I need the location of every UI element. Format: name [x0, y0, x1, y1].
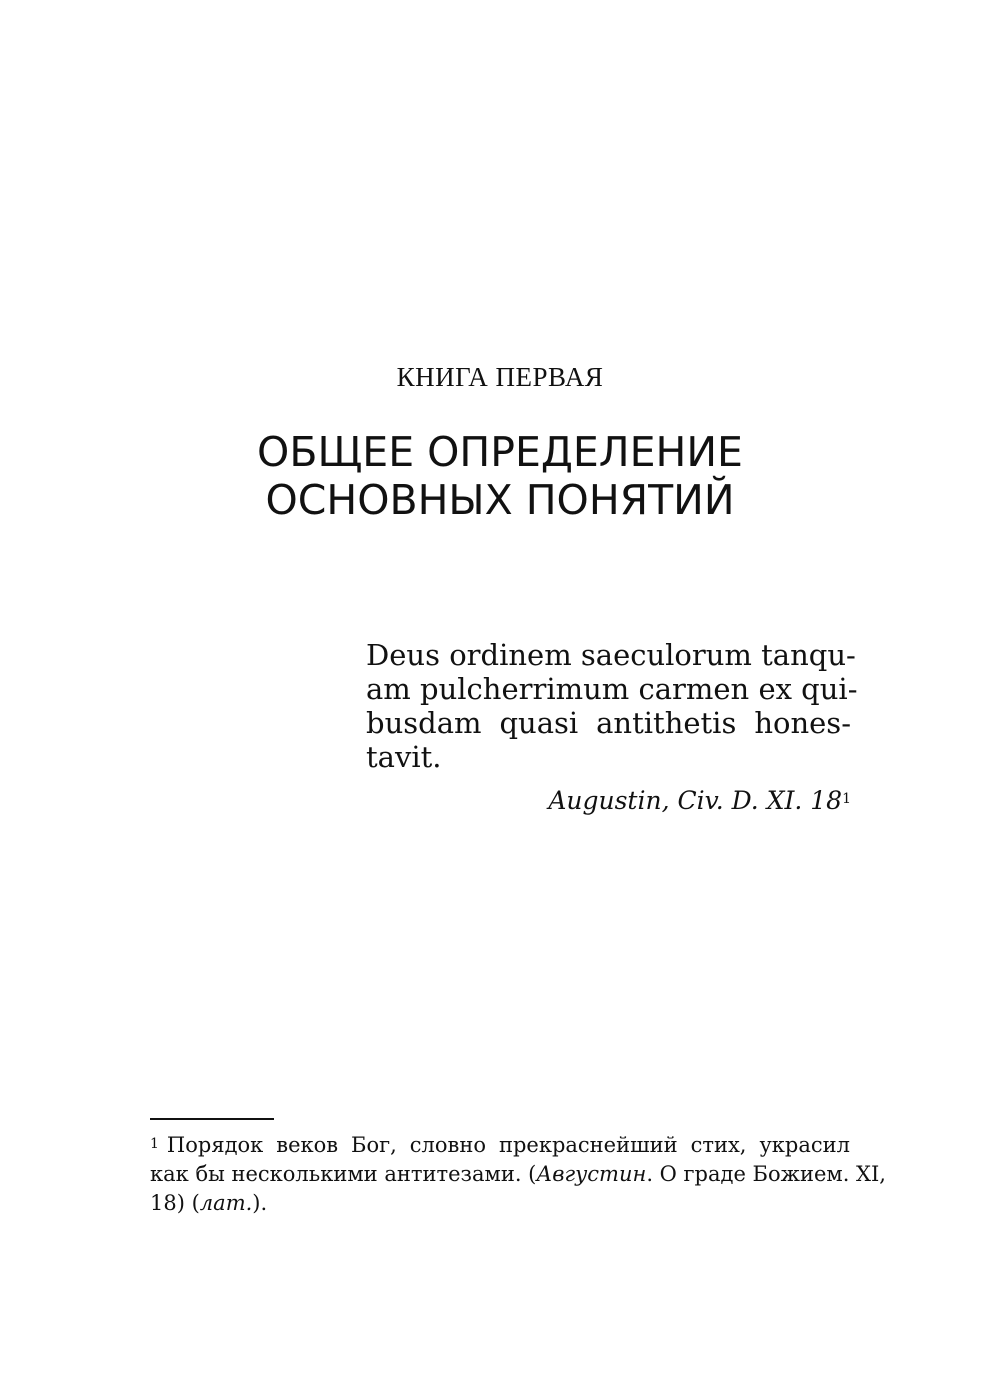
epigraph: [366, 638, 858, 816]
footnote-reference[interactable]: 1: [842, 791, 851, 807]
footnote-text: . О граде Божием. XI,: [646, 1162, 886, 1186]
footnote-author: Августин: [536, 1162, 647, 1186]
attribution-text: Augustin, Civ. D. XI. 18: [548, 786, 843, 815]
footnote-line: [150, 1189, 850, 1218]
footnote-divider: [150, 1118, 274, 1120]
epigraph-line: busdam quasi antithetis hones-: [366, 706, 851, 740]
footnote-text: ).: [252, 1191, 268, 1215]
epigraph-line: am pulcherrimum carmen ex qui-: [366, 672, 858, 706]
footnote-text: Порядок веков Бог, словно прекраснейший стих, украсил: [166, 1133, 850, 1157]
footnote: [150, 1131, 886, 1218]
footnote-line: [150, 1131, 850, 1160]
epigraph-attribution: [366, 786, 851, 816]
footnote-language: лат.: [199, 1191, 253, 1215]
footnote-marker: 1: [150, 1136, 159, 1152]
book-title-line: ОСНОВНЫХ ПОНЯТИЙ: [265, 476, 735, 524]
book-title: [0, 428, 1000, 524]
epigraph-line: tavit.: [366, 740, 442, 774]
epigraph-line: Deus ordinem saeculorum tanqu-: [366, 638, 856, 672]
footnote-text: 18) (: [150, 1191, 200, 1215]
footnote-line: [150, 1160, 886, 1189]
book-title-line: ОБЩЕЕ ОПРЕДЕЛЕНИЕ: [257, 428, 743, 476]
book-label: КНИГА ПЕРВАЯ: [396, 362, 604, 392]
footnote-text: как бы несколькими антитезами. (: [150, 1162, 537, 1186]
